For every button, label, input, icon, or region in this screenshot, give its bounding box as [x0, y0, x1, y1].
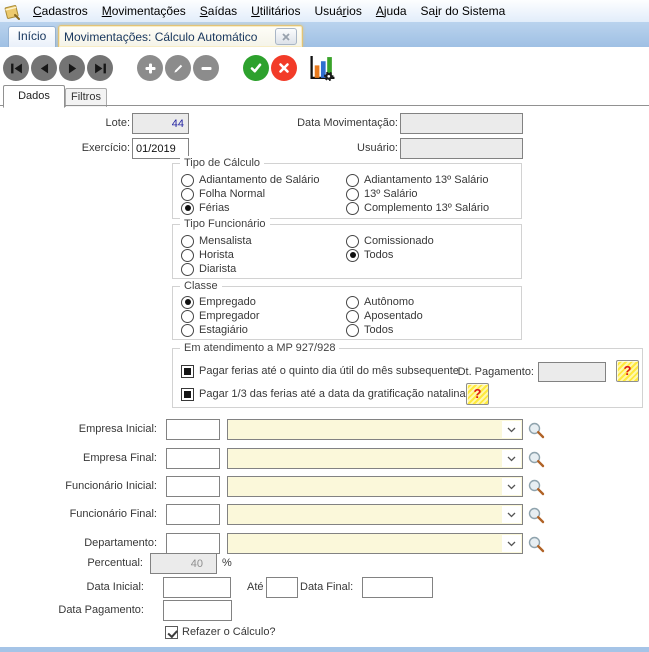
radio-ferias[interactable]: Férias: [181, 201, 230, 215]
radio-complemento-13[interactable]: Complemento 13º Salário: [346, 201, 489, 215]
plus-icon: [144, 62, 157, 75]
dt-pagamento-label: Dt. Pagamento:: [457, 366, 534, 378]
edit-button[interactable]: [165, 55, 191, 81]
radio-horista[interactable]: Horista: [181, 248, 234, 262]
refazer-label: Refazer o Cálculo?: [182, 626, 276, 638]
radio-empregador[interactable]: Empregador: [181, 309, 260, 323]
first-record-button[interactable]: [3, 55, 29, 81]
radio-icon[interactable]: [181, 324, 194, 337]
funcionario-inicial-combo[interactable]: [227, 476, 523, 497]
data-inicial-label: Data Inicial:: [86, 581, 144, 593]
document-tab-strip: [0, 22, 649, 48]
funcionario-final-combo[interactable]: [227, 504, 523, 525]
radio-adiantamento-13[interactable]: Adiantamento 13º Salário: [346, 173, 489, 187]
data-pagamento-label: Data Pagamento:: [58, 604, 144, 616]
menu-movimentacoes[interactable]: Movimentações: [101, 4, 186, 18]
menu-saidas[interactable]: Saídas: [199, 4, 238, 18]
search-funcionario-final-button[interactable]: [527, 506, 545, 524]
tab-calculo-automatico[interactable]: Movimentações: Cálculo Automático: [58, 25, 303, 47]
data-pagamento-input[interactable]: [163, 600, 232, 621]
chevron-down-icon[interactable]: [502, 421, 521, 438]
departamento-code-input[interactable]: [166, 533, 220, 554]
empresa-inicial-code-input[interactable]: [166, 419, 220, 440]
search-departamento-button[interactable]: [527, 535, 545, 553]
group-tipo-funcionario: Tipo Funcionário Mensalista Horista Diarista Comissionado Todos: [172, 224, 522, 279]
chart-gear-icon: [307, 55, 337, 82]
departamento-combo[interactable]: [227, 533, 523, 554]
radio-autonomo[interactable]: Autônomo: [346, 295, 414, 309]
search-funcionario-inicial-button[interactable]: [527, 478, 545, 496]
chevron-down-icon[interactable]: [502, 506, 521, 523]
departamento-label: Departamento:: [84, 537, 157, 549]
help-button-terco-ferias[interactable]: ?: [466, 383, 489, 405]
radio-icon[interactable]: [181, 174, 194, 187]
refazer-checkbox[interactable]: [165, 626, 178, 639]
previous-icon: [38, 62, 51, 75]
empresa-final-code-input[interactable]: [166, 448, 220, 469]
empresa-final-combo[interactable]: [227, 448, 523, 469]
radio-adiantamento-salario[interactable]: Adiantamento de Salário: [181, 173, 319, 187]
funcionario-final-label: Funcionário Final:: [69, 508, 157, 520]
tab-dados[interactable]: Dados: [3, 85, 65, 108]
calculate-button[interactable]: [306, 55, 338, 81]
tab-filtros[interactable]: Filtros: [65, 88, 107, 107]
checkbox-pagar-ferias-quinto-dia[interactable]: Pagar ferias até o quinto dia útil do mês subsequente: [181, 364, 459, 378]
radio-estagiario[interactable]: Estagiário: [181, 323, 248, 337]
radio-diarista[interactable]: Diarista: [181, 262, 236, 276]
radio-icon[interactable]: [181, 249, 194, 262]
group-tipo-calculo: Tipo de Cálculo Adiantamento de Salário Folha Normal Férias Adiantamento 13º Salário 13º Salário Complemento 13º Salário: [172, 163, 522, 219]
data-inicial-input[interactable]: [163, 577, 231, 598]
chevron-down-icon[interactable]: [502, 478, 521, 495]
menu-usuarios[interactable]: Usuários: [314, 4, 362, 18]
radio-icon[interactable]: [181, 310, 194, 323]
radio-icon[interactable]: [346, 310, 359, 323]
usuario-label: Usuário:: [357, 142, 398, 154]
funcionario-final-code-input[interactable]: [166, 504, 220, 525]
funcionario-inicial-code-input[interactable]: [166, 476, 220, 497]
lote-label: Lote:: [105, 117, 130, 129]
checkbox-icon[interactable]: [181, 365, 194, 378]
next-icon: [66, 62, 79, 75]
help-button-dt-pagamento[interactable]: ?: [616, 360, 639, 382]
radio-todos-classe[interactable]: Todos: [346, 323, 393, 337]
percentual-label: Percentual:: [87, 557, 143, 569]
radio-todos-funcionario[interactable]: Todos: [346, 248, 393, 262]
last-record-button[interactable]: [87, 55, 113, 81]
group-classe: Classe Empregado Empregador Estagiário Autônomo Aposentado Todos: [172, 286, 522, 340]
close-icon: [282, 33, 290, 41]
data-movimentacao-input: [400, 113, 523, 134]
radio-icon[interactable]: [346, 188, 359, 201]
radio-folha-normal[interactable]: Folha Normal: [181, 187, 265, 201]
cancel-button[interactable]: [271, 55, 297, 81]
checkbox-icon[interactable]: [181, 388, 194, 401]
search-empresa-final-button[interactable]: [527, 450, 545, 468]
radio-icon[interactable]: [346, 249, 359, 262]
radio-icon[interactable]: [346, 324, 359, 337]
ate-input[interactable]: [266, 577, 298, 598]
radio-icon[interactable]: [346, 235, 359, 248]
usuario-input: [400, 138, 523, 159]
check-icon: [249, 61, 263, 75]
radio-icon[interactable]: [181, 188, 194, 201]
dt-pagamento-input: [538, 362, 606, 382]
window-bottom-edge: [0, 647, 649, 652]
menu-utilitarios[interactable]: Utilitários: [251, 4, 301, 18]
first-icon: [10, 62, 23, 75]
ate-label: Até: [247, 581, 264, 593]
radio-icon[interactable]: [346, 296, 359, 309]
empresa-final-label: Empresa Final:: [83, 452, 157, 464]
chevron-down-icon[interactable]: [502, 535, 521, 552]
radio-aposentado[interactable]: Aposentado: [346, 309, 423, 323]
minus-icon: [200, 62, 213, 75]
previous-record-button[interactable]: [31, 55, 57, 81]
x-icon: [277, 61, 291, 75]
data-final-label: Data Final:: [300, 581, 354, 593]
radio-icon[interactable]: [181, 296, 194, 309]
percentual-input: [150, 553, 217, 574]
radio-icon[interactable]: [346, 202, 359, 215]
pencil-icon: [172, 62, 185, 75]
search-empresa-inicial-button[interactable]: [527, 421, 545, 439]
next-record-button[interactable]: [59, 55, 85, 81]
lote-input: [132, 113, 189, 134]
radio-empregado[interactable]: Empregado: [181, 295, 256, 309]
radio-comissionado[interactable]: Comissionado: [346, 234, 434, 248]
menu-cadastros[interactable]: Cadastros: [33, 4, 88, 18]
toolbar: [0, 47, 649, 85]
empresa-inicial-label: Empresa Inicial:: [78, 423, 157, 435]
menu-bar: [0, 0, 649, 23]
menu-sair[interactable]: Sair do Sistema: [420, 4, 506, 18]
confirm-button[interactable]: [243, 55, 269, 81]
radio-icon[interactable]: [181, 235, 194, 248]
data-final-input[interactable]: [362, 577, 433, 598]
app-logo-icon: [3, 3, 20, 20]
delete-button[interactable]: [193, 55, 219, 81]
tab-divider: [0, 105, 649, 106]
exercicio-label: Exercício:: [81, 142, 130, 154]
radio-icon[interactable]: [181, 202, 194, 215]
radio-mensalista[interactable]: Mensalista: [181, 234, 252, 248]
checkbox-pagar-terco-ferias[interactable]: Pagar 1/3 das ferias até a data da gratificação natalina: [181, 387, 466, 401]
menu-ajuda[interactable]: Ajuda: [375, 4, 407, 18]
radio-icon[interactable]: [346, 174, 359, 187]
close-tab-button[interactable]: [275, 28, 297, 45]
tab-inicio[interactable]: Início: [8, 26, 56, 47]
empresa-inicial-combo[interactable]: [227, 419, 523, 440]
data-movimentacao-label: Data Movimentação:: [297, 117, 398, 129]
group-mp-927-928: Em atendimento a MP 927/928 Pagar ferias até o quinto dia útil do mês subsequente Dt. Pagamento: ? Pagar 1/3 das ferias até a data da gratificação natalina ?: [172, 348, 643, 408]
radio-icon[interactable]: [181, 263, 194, 276]
percentual-suffix: %: [222, 557, 232, 569]
last-icon: [94, 62, 107, 75]
chevron-down-icon[interactable]: [502, 450, 521, 467]
funcionario-inicial-label: Funcionário Inicial:: [65, 480, 157, 492]
insert-button[interactable]: [137, 55, 163, 81]
radio-13-salario[interactable]: 13º Salário: [346, 187, 418, 201]
